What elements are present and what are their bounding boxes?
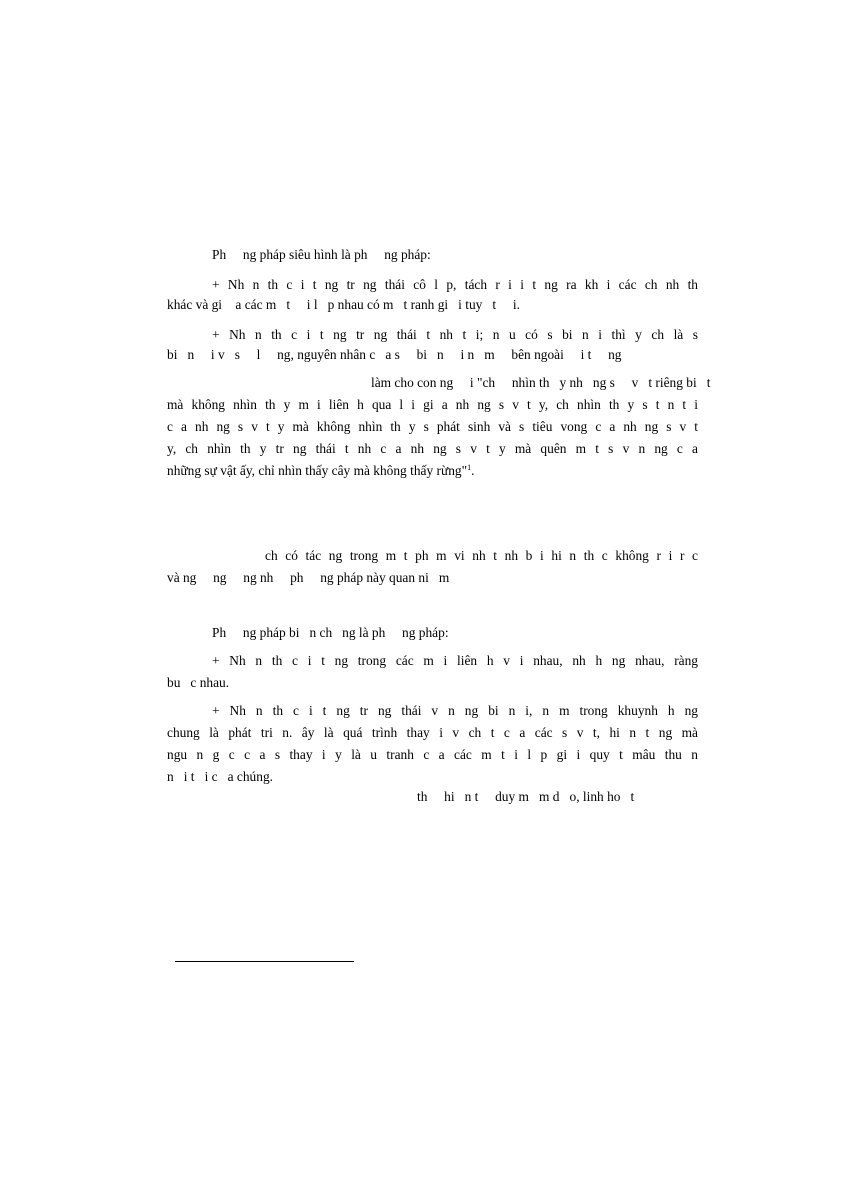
paragraph-line: th hi n t duy m m d o, linh ho t	[417, 789, 635, 804]
paragraph-line: + Nh n th c i t ng tr ng thái t nh t i; n u có s bi n i thì y ch là s	[212, 327, 698, 342]
paragraph-line: y, ch nhìn th y tr ng thái t nh c a nh ng s v t y mà quên m t s v n ng c a	[167, 441, 698, 456]
paragraph-line: ch có tác ng trong m t ph m vi nh t nh b i hi n th c không r i r c	[265, 548, 698, 563]
paragraph-line: + Nh n th c i t ng tr ng thái cô l p, tách r i i t ng ra kh i các ch nh th	[212, 277, 698, 292]
footnote-separator	[175, 961, 354, 962]
paragraph-line: bu c nhau.	[167, 675, 230, 690]
quote-end-line	[167, 463, 474, 479]
paragraph-line: + Nh n th c i t ng tr ng thái v n ng bi n i, n m trong khuynh h ng	[212, 703, 698, 718]
paragraph-line: ngu n g c c a s thay i y là u tranh c a các m t i l p gi i quy t mâu thu n	[167, 747, 698, 762]
paragraph-line: và ng ng ng nh ph ng pháp này quan ni m	[167, 570, 450, 585]
footnote-marker: 1	[467, 463, 472, 472]
paragraph-line: chung là phát tri n. ây là quá trình thay i v ch t c a các s v t, hi n t ng mà	[167, 725, 698, 740]
paragraph-heading-dialectical: Ph ng pháp bi n ch ng là ph ng pháp:	[212, 625, 449, 640]
paragraph-line: làm cho con ng i "ch nhìn th y nh ng s v t riêng bi t	[371, 375, 711, 390]
quote-end-text: những sự vật ấy, chỉ nhìn thấy cây mà không thấy rừng"	[167, 463, 468, 478]
quote-end-period: .	[471, 463, 475, 478]
paragraph-line: n i t i c a chúng.	[167, 769, 273, 784]
paragraph-line: khác và gi a các m t i l p nhau có m t ranh gi i tuy t i.	[167, 297, 520, 312]
paragraph-line: + Nh n th c i t ng trong các m i liên h v i nhau, nh h ng nhau, ràng	[212, 653, 698, 668]
paragraph-line: bi n i v s l ng, nguyên nhân c a s bi n i n m bên ngoài i t ng	[167, 347, 622, 362]
paragraph-line: mà không nhìn th y m i liên h qua l i gi a nh ng s v t y, ch nhìn th y s t n t i	[167, 397, 698, 412]
paragraph-line: c a nh ng s v t y mà không nhìn th y s phát sinh và s tiêu vong c a nh ng s v t	[167, 419, 698, 434]
paragraph-heading-metaphysical: Ph ng pháp siêu hình là ph ng pháp:	[212, 247, 431, 262]
